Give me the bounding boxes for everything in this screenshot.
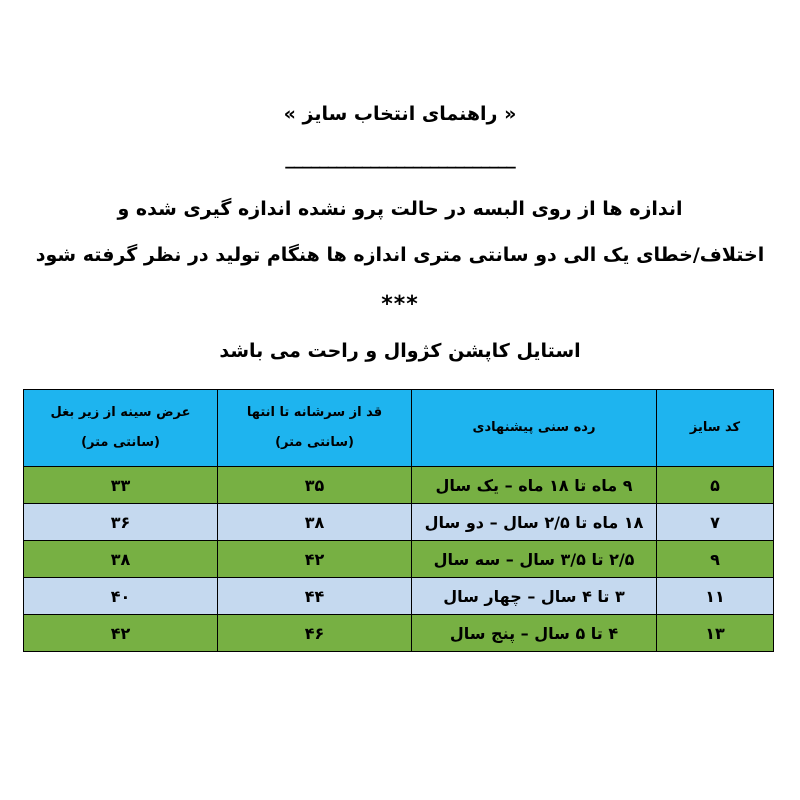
cell-size-code: ۱۱ xyxy=(657,578,774,615)
cell-length: ۳۵ xyxy=(218,467,412,504)
header-chest-width xyxy=(24,390,218,467)
cell-chest-width: ۳۸ xyxy=(24,541,218,578)
cell-chest-width: ۳۳ xyxy=(24,467,218,504)
header-size-code-label: کد سایز xyxy=(689,420,741,435)
measurement-note-line-1: اندازه ها از روی البسه در حالت پرو نشده اندازه گیری شده و xyxy=(117,198,683,220)
header-chest-width-unit: (سانتی متر) xyxy=(81,435,160,450)
table-row xyxy=(24,615,774,652)
table-row xyxy=(24,467,774,504)
cell-age-range: ۳ تا ۴ سال – چهار سال xyxy=(412,578,657,615)
cell-chest-width: ۳۶ xyxy=(24,504,218,541)
cell-length: ۴۶ xyxy=(218,615,412,652)
cell-age-range: ۱۸ ماه تا ۲/۵ سال – دو سال xyxy=(412,504,657,541)
separator-stars: *** xyxy=(381,292,419,317)
style-description: استایل کاپشن کژوال و راحت می باشد xyxy=(219,340,581,362)
cell-chest-width: ۴۲ xyxy=(24,615,218,652)
header-age-range-label: رده سنی پیشنهادی xyxy=(472,420,596,435)
header-age-range xyxy=(412,390,657,467)
table-row xyxy=(24,504,774,541)
header-size-code xyxy=(657,390,774,467)
header-chest-width-label: عرض سینه از زیر بغل xyxy=(50,405,191,420)
table-row xyxy=(24,541,774,578)
cell-length: ۴۲ xyxy=(218,541,412,578)
cell-age-range: ۹ ماه تا ۱۸ ماه – یک سال xyxy=(412,467,657,504)
cell-age-range: ۴ تا ۵ سال – پنج سال xyxy=(412,615,657,652)
header-length xyxy=(218,390,412,467)
divider-line: ___________________________ xyxy=(285,147,515,169)
table-row xyxy=(24,578,774,615)
cell-size-code: ۹ xyxy=(657,541,774,578)
cell-age-range: ۲/۵ تا ۳/۵ سال – سه سال xyxy=(412,541,657,578)
size-guide-table xyxy=(23,389,774,652)
cell-size-code: ۱۳ xyxy=(657,615,774,652)
cell-size-code: ۷ xyxy=(657,504,774,541)
header-length-label: قد از سرشانه تا انتها xyxy=(246,405,383,420)
cell-length: ۴۴ xyxy=(218,578,412,615)
table-header-row xyxy=(24,390,774,467)
cell-chest-width: ۴۰ xyxy=(24,578,218,615)
header-length-unit: (سانتی متر) xyxy=(275,435,354,450)
cell-length: ۳۸ xyxy=(218,504,412,541)
measurement-note-line-2: اختلاف/خطای یک الی دو سانتی متری اندازه ها هنگام تولید در نظر گرفته شود xyxy=(35,244,765,266)
page-title: « راهنمای انتخاب سایز » xyxy=(283,103,517,125)
cell-size-code: ۵ xyxy=(657,467,774,504)
